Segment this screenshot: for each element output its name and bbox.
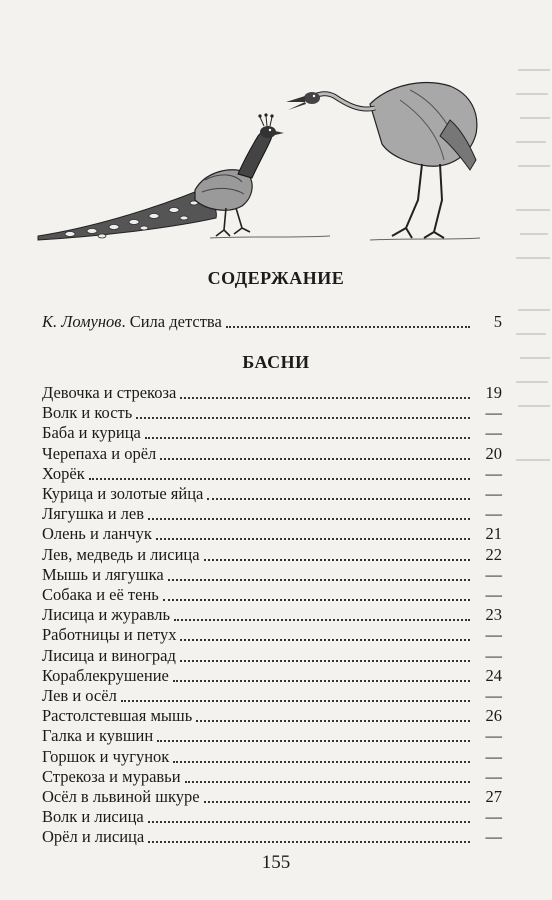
toc-entry-row[interactable] bbox=[42, 726, 502, 746]
toc-entry-row[interactable] bbox=[42, 403, 502, 423]
toc-entry-page: — bbox=[485, 645, 502, 665]
toc-entry-title: Лев, медведь и лисица bbox=[42, 544, 200, 564]
toc-entry-title: Лягушка и лев bbox=[42, 504, 145, 524]
toc-entry-row[interactable] bbox=[42, 666, 502, 686]
dot-leader bbox=[148, 821, 470, 823]
dot-leader bbox=[148, 841, 470, 843]
toc-entry-page: 24 bbox=[485, 665, 502, 685]
toc-entry-title: Мышь и лягушка bbox=[42, 564, 164, 584]
toc-entry-page: — bbox=[485, 585, 502, 604]
toc-entry-row[interactable] bbox=[42, 646, 502, 666]
dot-leader bbox=[196, 720, 470, 722]
dot-leader bbox=[145, 437, 470, 439]
dot-leader bbox=[163, 599, 470, 601]
dot-leader bbox=[185, 781, 470, 783]
toc-entry-row[interactable] bbox=[42, 444, 502, 464]
toc-entry-page: 22 bbox=[485, 544, 502, 564]
dot-leader bbox=[157, 740, 470, 742]
toc-entry-title: Олень и ланчук bbox=[42, 524, 152, 544]
toc-entry-title: Хорёк bbox=[42, 463, 85, 483]
dot-leader bbox=[121, 700, 470, 702]
peacock-and-crane-illustration bbox=[30, 60, 500, 250]
toc-entry-page: 19 bbox=[485, 383, 502, 402]
dot-leader bbox=[226, 326, 470, 328]
toc-entry-row[interactable] bbox=[42, 504, 502, 524]
dot-leader bbox=[156, 538, 470, 540]
section-heading-basni: БАСНИ bbox=[242, 352, 310, 372]
toc-entry-page: — bbox=[485, 504, 502, 524]
toc-entry-row[interactable] bbox=[42, 464, 502, 484]
toc-entry-row[interactable] bbox=[42, 585, 502, 605]
toc-entry-title: Растолстевшая мышь bbox=[42, 706, 193, 726]
toc-entry-title: Орёл и лисица bbox=[42, 827, 145, 847]
contents-heading: СОДЕРЖАНИЕ bbox=[207, 268, 345, 288]
toc-entry-title: Собака и её тень bbox=[42, 585, 159, 604]
toc-entry-page: — bbox=[485, 746, 502, 766]
dot-leader bbox=[173, 680, 470, 682]
toc-entry-page: 23 bbox=[485, 605, 502, 625]
toc-entry-page: — bbox=[485, 564, 502, 584]
toc-entry-page: — bbox=[485, 827, 502, 847]
dot-leader bbox=[136, 417, 470, 419]
dot-leader bbox=[173, 761, 470, 763]
toc-intro-title bbox=[42, 312, 222, 332]
toc-entry-title: Лисица и журавль bbox=[42, 605, 170, 625]
toc-entry-page: 26 bbox=[485, 706, 502, 726]
dot-leader bbox=[207, 498, 470, 500]
toc-entry-title: Осёл в львиной шкуре bbox=[42, 787, 200, 806]
dot-leader bbox=[168, 579, 470, 581]
toc-entry-page: — bbox=[485, 686, 502, 705]
toc-entry-row[interactable] bbox=[42, 484, 502, 504]
dot-leader bbox=[204, 559, 470, 561]
toc-entry-title: Волк и кость bbox=[42, 403, 133, 423]
page-number: 155 bbox=[261, 852, 291, 873]
toc-entry-row[interactable] bbox=[42, 827, 502, 847]
toc-intro-row[interactable] bbox=[42, 312, 502, 332]
toc-entry-title: Девочка и стрекоза bbox=[42, 383, 177, 402]
toc-entry-page: — bbox=[485, 463, 502, 483]
dot-leader bbox=[89, 478, 470, 480]
dot-leader bbox=[160, 458, 470, 460]
toc-entry-title: Курица и золотые яйца bbox=[42, 484, 204, 503]
toc-entry-page: — bbox=[485, 726, 502, 746]
toc-entry-page: — bbox=[485, 807, 502, 827]
toc-intro-author: К. Ломунов bbox=[42, 312, 122, 331]
peacock-figure bbox=[38, 113, 284, 240]
toc-entry-row[interactable] bbox=[42, 767, 502, 787]
toc-entry-row[interactable] bbox=[42, 625, 502, 645]
dot-leader bbox=[180, 639, 470, 641]
toc-entry-title: Кораблекрушение bbox=[42, 665, 169, 685]
toc-entry-title: Галка и кувшин bbox=[42, 726, 154, 746]
toc-entry-page: 21 bbox=[485, 524, 502, 544]
dot-leader bbox=[148, 518, 470, 520]
toc-entry-page: 27 bbox=[485, 787, 502, 806]
toc-entry-title: Черепаха и орёл bbox=[42, 443, 157, 463]
toc-entry-page: 20 bbox=[485, 443, 502, 463]
toc-entry-page: — bbox=[485, 484, 502, 503]
toc-entry-page: — bbox=[485, 766, 502, 786]
toc-entry-row[interactable] bbox=[42, 787, 502, 807]
crane-figure bbox=[286, 83, 477, 238]
toc-entry-title: Стрекоза и муравьи bbox=[42, 766, 181, 786]
toc-entry-title: Лев и осёл bbox=[42, 686, 117, 705]
toc-entry-row[interactable] bbox=[42, 686, 502, 706]
toc-entry-page: — bbox=[485, 403, 502, 423]
toc-entry-page: — bbox=[485, 625, 502, 645]
toc-entry-row[interactable] bbox=[42, 807, 502, 827]
toc-entry-page: — bbox=[485, 423, 502, 443]
toc-entry-row[interactable] bbox=[42, 545, 502, 565]
toc-entry-row[interactable] bbox=[42, 524, 502, 544]
toc-entry-row[interactable] bbox=[42, 383, 502, 403]
toc-intro-rest: . Сила детства bbox=[121, 312, 222, 331]
dot-leader bbox=[204, 801, 470, 803]
dot-leader bbox=[174, 619, 470, 621]
toc-entry-title: Работницы и петух bbox=[42, 625, 177, 645]
dot-leader bbox=[180, 660, 470, 662]
toc-entry-title: Баба и курица bbox=[42, 423, 141, 443]
toc-entry-row[interactable] bbox=[42, 565, 502, 585]
toc-entry-row[interactable] bbox=[42, 605, 502, 625]
toc-entry-row[interactable] bbox=[42, 747, 502, 767]
toc-entry-row[interactable] bbox=[42, 423, 502, 443]
toc-entry-row[interactable] bbox=[42, 706, 502, 726]
toc-entry-title: Волк и лисица bbox=[42, 807, 144, 827]
dot-leader bbox=[180, 397, 470, 399]
toc-entry-title: Лисица и виноград bbox=[42, 645, 176, 665]
toc-intro-page: 5 bbox=[493, 312, 502, 331]
toc-entry-title: Горшок и чугунок bbox=[42, 746, 170, 766]
